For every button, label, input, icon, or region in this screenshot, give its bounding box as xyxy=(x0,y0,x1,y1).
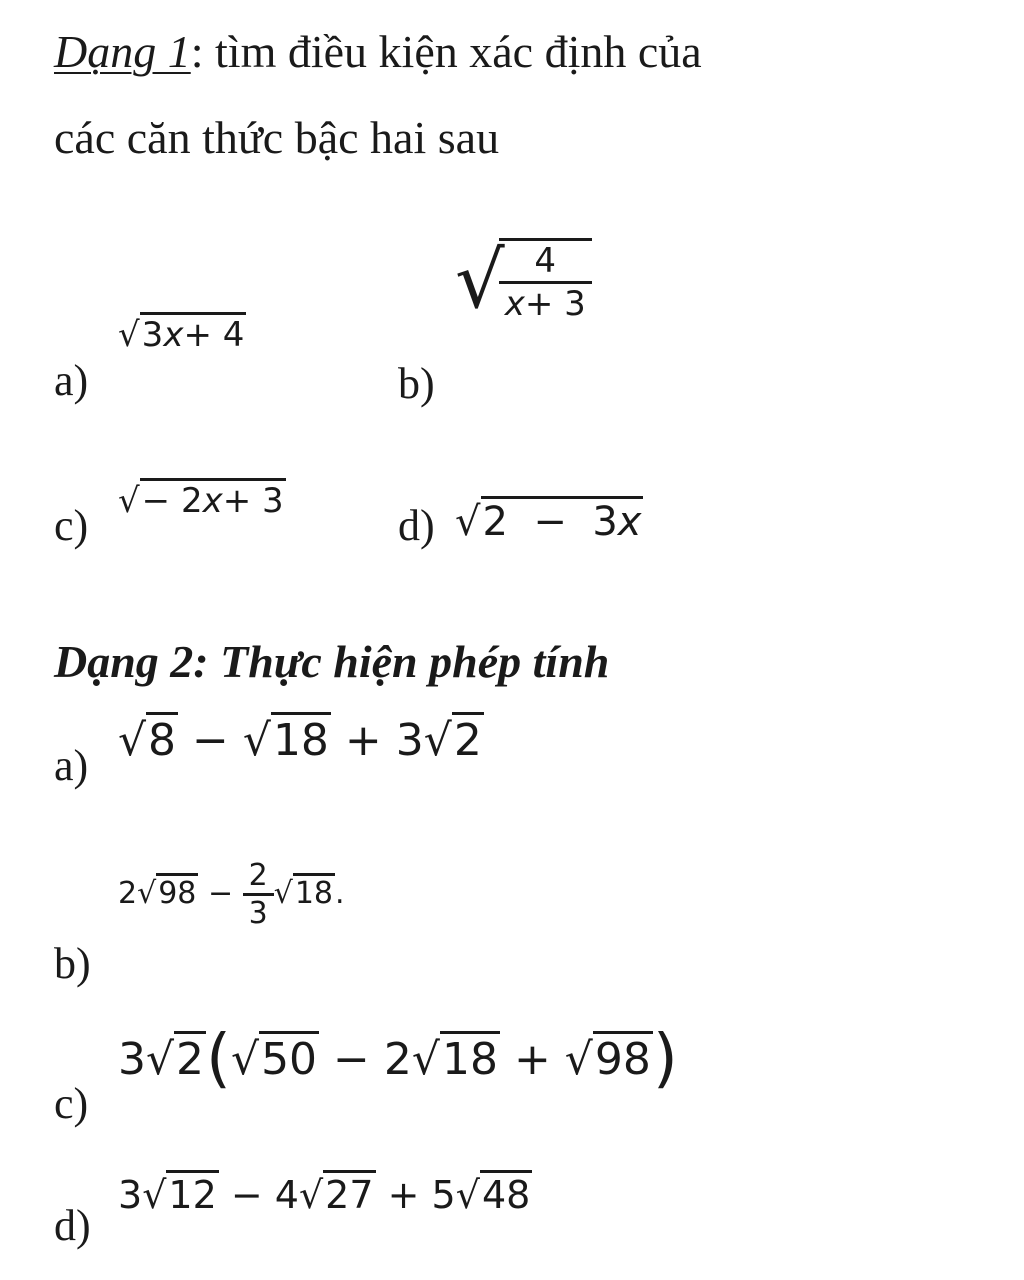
s1-item-b-label: b) xyxy=(398,359,435,408)
s1-item-d-label: d) xyxy=(398,501,435,550)
s1-item-d-expr: √2 − 3x xyxy=(455,496,643,545)
section1-title-rest: : tìm điều kiện xác định của xyxy=(190,26,702,77)
section1-title-line2: các căn thức bậc hai sau xyxy=(54,112,500,163)
section1-title-underlined: Dạng 1 xyxy=(54,26,191,77)
s2-item-d-expr: 3√12 − 4√27 + 5√48 xyxy=(118,1170,532,1217)
s1-item-a-label: a) xyxy=(54,356,89,405)
s2-item-c-expr: 3√2(√50 − 2√18 + √98) xyxy=(118,1022,678,1096)
section2-title: Dạng 2: Thực hiện phép tính xyxy=(54,636,610,687)
s1-item-c-label: c) xyxy=(54,501,89,550)
s1-item-a-expr: √3x+ 4 xyxy=(118,312,246,355)
s2-item-d-label: d) xyxy=(54,1201,91,1250)
s2-item-a-expr: √8 − √18 + 3√2 xyxy=(118,712,484,766)
s2-item-c-label: c) xyxy=(54,1079,89,1128)
s2-item-a-label: a) xyxy=(54,741,89,790)
s1-item-b-expr: √ $\frac{4}{x+ 3}$ xyxy=(455,238,592,324)
s2-item-b-label: b) xyxy=(54,939,91,988)
s2-item-b-expr: 2√98 − $\frac{2}{3}$ √18. xyxy=(118,858,345,931)
section1-title xyxy=(54,22,702,82)
s1-item-c-expr: √− 2x+ 3 xyxy=(118,478,286,521)
